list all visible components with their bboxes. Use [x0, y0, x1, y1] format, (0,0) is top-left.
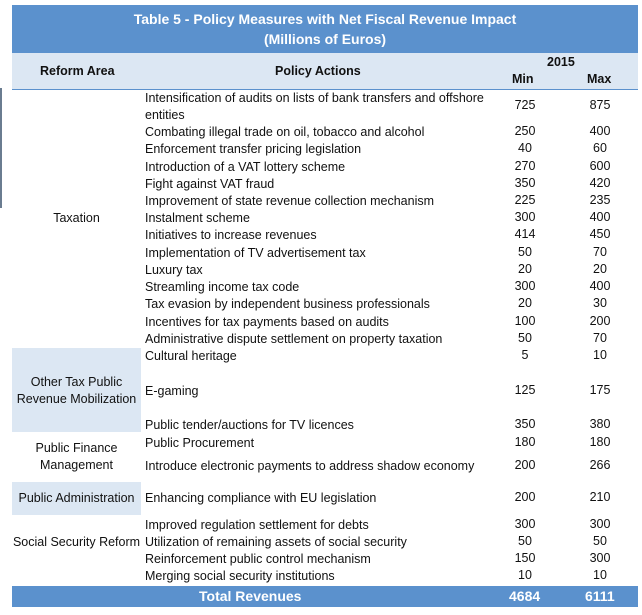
value-min: 350 — [514, 176, 536, 190]
policy-action: Utilization of remaining assets of social security — [145, 535, 407, 549]
value-max: 210 — [589, 490, 611, 504]
value-max: 60 — [593, 141, 607, 155]
value-max: 20 — [593, 262, 607, 276]
header-year: 2015 — [547, 55, 575, 69]
total-label: Total Revenues — [199, 588, 302, 604]
value-max: 70 — [593, 245, 607, 259]
value-max: 420 — [589, 176, 611, 190]
policy-action: Tax evasion by independent business professionals — [145, 297, 430, 311]
policy-action: Fight against VAT fraud — [145, 177, 275, 191]
policy-action: Reinforcement public control mechanism — [145, 552, 371, 566]
table-header — [12, 53, 638, 90]
table-title — [12, 5, 638, 53]
value-min: 20 — [518, 296, 532, 310]
policy-action: Initiatives to increase revenues — [145, 228, 317, 242]
value-min: 200 — [514, 490, 536, 504]
value-min: 125 — [514, 383, 536, 397]
header-max: Max — [587, 72, 612, 86]
policy-action: Introduction of a VAT lottery scheme — [145, 160, 346, 174]
value-min: 100 — [514, 314, 536, 328]
value-min: 40 — [518, 141, 532, 155]
value-max: 400 — [589, 124, 611, 138]
value-min: 180 — [514, 435, 536, 449]
value-max: 450 — [589, 227, 611, 241]
value-max: 10 — [593, 568, 607, 582]
policy-action: Public tender/auctions for TV licences — [145, 418, 354, 432]
value-min: 50 — [518, 534, 532, 548]
value-max: 300 — [589, 551, 611, 565]
value-min: 300 — [514, 279, 536, 293]
total-min: 4684 — [509, 588, 541, 604]
policy-action: E-gaming — [145, 384, 199, 398]
value-min: 300 — [514, 210, 536, 224]
value-max: 875 — [589, 98, 611, 112]
value-min: 225 — [514, 193, 536, 207]
value-max: 380 — [589, 417, 611, 431]
policy-action: Implementation of TV advertisement tax — [145, 246, 366, 260]
group-label-public-finance: Public Finance Management — [35, 441, 118, 472]
value-max: 400 — [589, 279, 611, 293]
value-min: 725 — [514, 98, 536, 112]
value-min: 414 — [514, 227, 536, 241]
value-max: 70 — [593, 331, 607, 345]
value-max: 400 — [589, 210, 611, 224]
policy-action: Merging social security institutions — [145, 569, 335, 583]
value-min: 200 — [514, 458, 536, 472]
header-reform-area: Reform Area — [40, 64, 115, 78]
value-min: 270 — [514, 159, 536, 173]
value-max: 10 — [593, 348, 607, 362]
value-max: 175 — [589, 383, 611, 397]
title-line-1: Table 5 - Policy Measures with Net Fiscal Revenue Impact — [133, 11, 517, 27]
policy-action: Public Procurement — [145, 436, 255, 450]
value-min: 5 — [521, 348, 529, 362]
policy-action: Improvement of state revenue collection mechanism — [145, 194, 435, 208]
window-edge — [0, 88, 2, 208]
group-label-other-tax: Other Tax Public Revenue Mobilization — [16, 375, 137, 406]
header-policy-actions: Policy Actions — [275, 64, 361, 78]
value-max: 266 — [589, 458, 611, 472]
value-min: 150 — [514, 551, 536, 565]
policy-action: Intensification of audits on lists of bank transfers and offshore entities — [145, 91, 484, 122]
value-min: 50 — [518, 331, 532, 345]
value-max: 200 — [589, 314, 611, 328]
group-label-social-security: Social Security Reform — [12, 535, 141, 549]
policy-action: Luxury tax — [145, 263, 203, 277]
total-row — [12, 586, 638, 607]
policy-action: Enhancing compliance with EU legislation — [145, 491, 377, 505]
value-max: 300 — [589, 517, 611, 531]
value-min: 10 — [518, 568, 532, 582]
value-min: 300 — [514, 517, 536, 531]
group-label-taxation: Taxation — [53, 211, 100, 225]
total-max: 6111 — [585, 588, 615, 604]
value-max: 600 — [589, 159, 611, 173]
policy-action: Administrative dispute settlement on property taxation — [145, 332, 443, 346]
value-min: 20 — [518, 262, 532, 276]
value-min: 350 — [514, 417, 536, 431]
value-max: 30 — [593, 296, 607, 310]
policy-action: Introduce electronic payments to address shadow economy — [145, 459, 475, 473]
policy-action: Incentives for tax payments based on audits — [145, 315, 389, 329]
policy-action: Instalment scheme — [145, 211, 250, 225]
policy-action: Combating illegal trade on oil, tobacco and alcohol — [145, 125, 425, 139]
value-max: 235 — [589, 193, 611, 207]
policy-action: Enforcement transfer pricing legislation — [145, 142, 362, 156]
value-max: 180 — [589, 435, 611, 449]
group-label-public-admin: Public Administration — [18, 491, 135, 505]
value-max: 50 — [593, 534, 607, 548]
policy-action: Streamling income tax code — [145, 280, 300, 294]
value-min: 250 — [514, 124, 536, 138]
header-min: Min — [512, 72, 534, 86]
title-line-2: (Millions of Euros) — [263, 31, 387, 47]
value-min: 50 — [518, 245, 532, 259]
policy-action: Cultural heritage — [145, 349, 237, 363]
policy-action: Improved regulation settlement for debts — [145, 518, 369, 532]
